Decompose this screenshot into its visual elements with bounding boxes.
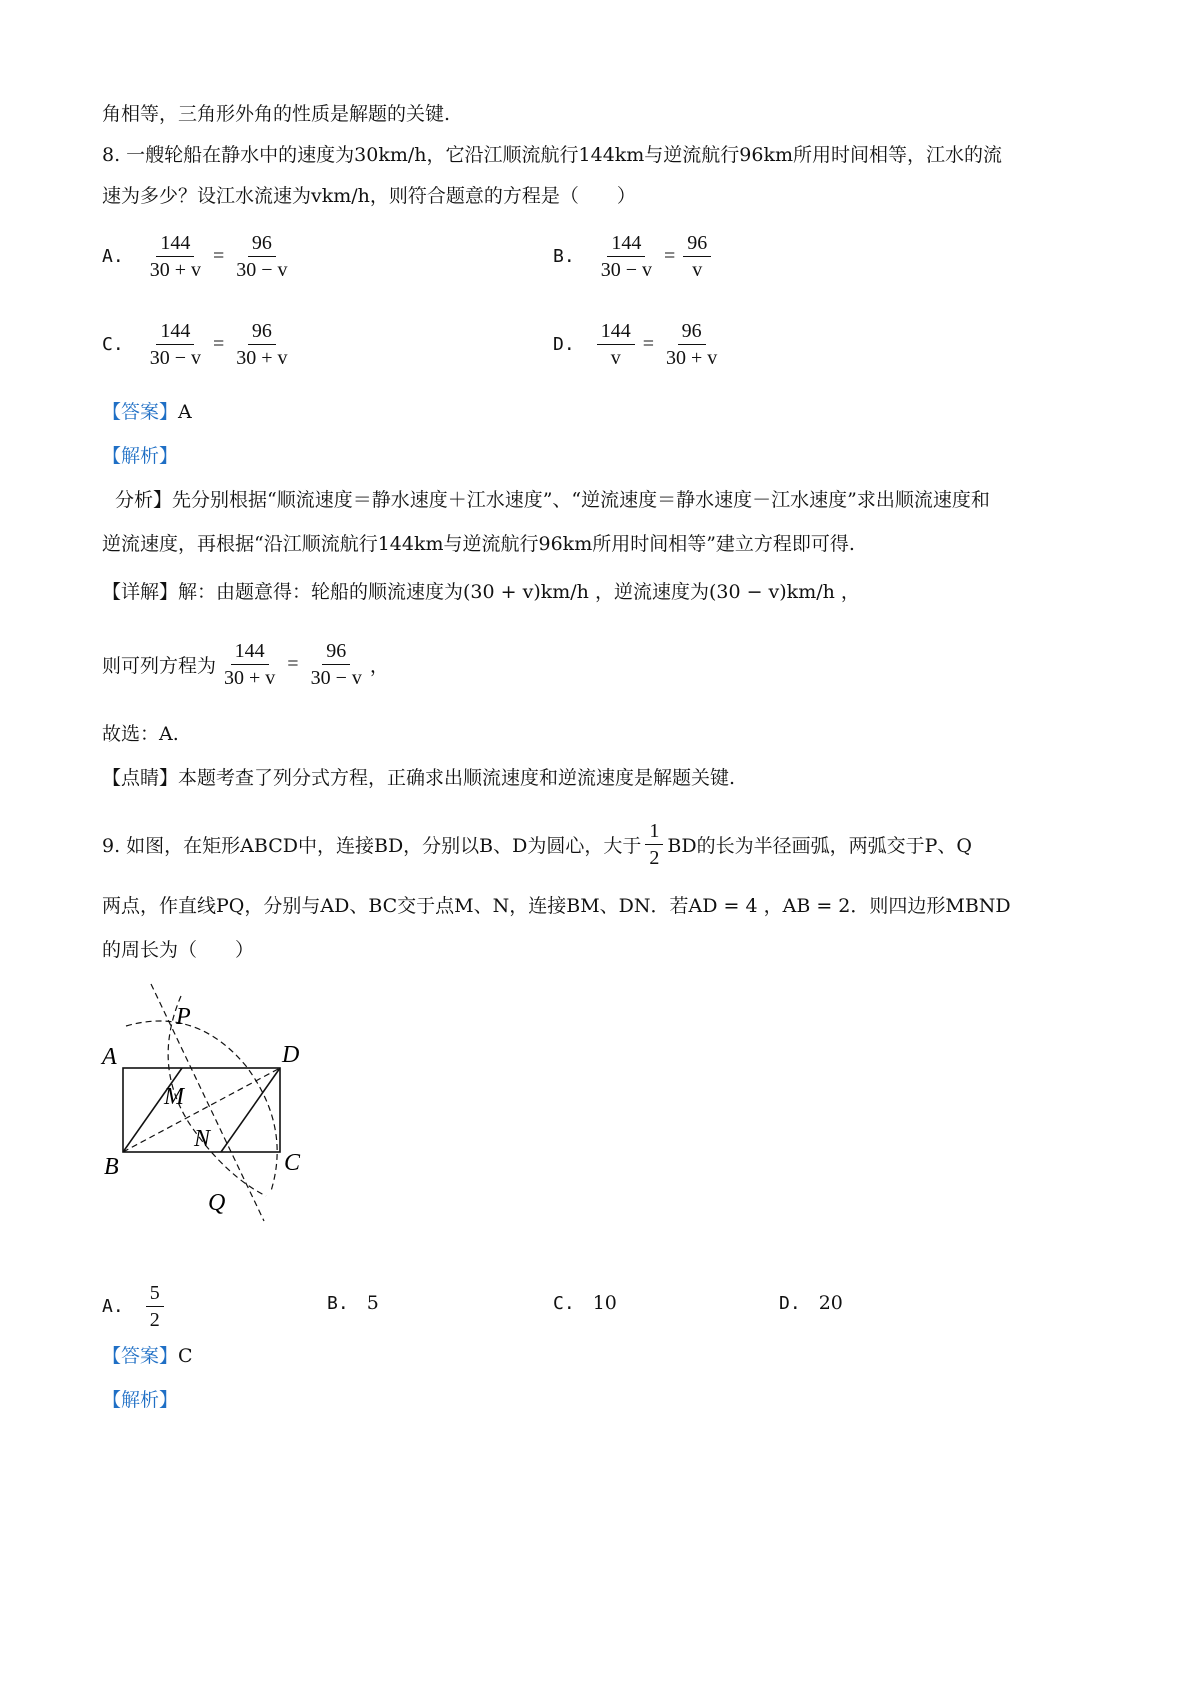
fraction bbox=[146, 318, 205, 371]
q8-detail: 【详解】解：由题意得：轮船的顺流速度为(30 + v)km/h ，逆流速度为(30 − v)km/h ， bbox=[102, 581, 860, 603]
fraction bbox=[662, 318, 721, 371]
option-label: B. bbox=[553, 246, 575, 267]
equals-sign: = bbox=[642, 333, 654, 355]
option-label: A. bbox=[102, 1296, 124, 1317]
fraction-half bbox=[645, 818, 663, 871]
option-label: D. bbox=[553, 334, 575, 355]
segment-dn bbox=[221, 1068, 280, 1152]
q9-analysis-tag: 【解析】 bbox=[102, 1389, 179, 1411]
equals-sign: = bbox=[212, 333, 225, 355]
q8-choose: 故选：A. bbox=[102, 723, 179, 745]
label-c: C bbox=[284, 1150, 301, 1176]
numerator: 96 bbox=[248, 318, 276, 345]
q8-analysis-line2: 逆流速度，再根据“沿江顺流航行144km与逆流航行96km所用时间相等”建立方程即可得. bbox=[102, 533, 855, 555]
q8-option-d bbox=[553, 318, 725, 371]
numerator: 144 bbox=[231, 638, 269, 665]
denominator: 30 − v bbox=[310, 667, 362, 689]
stem-text: BD的长为半径画弧，两弧交于P、Q bbox=[667, 835, 972, 857]
numerator: 5 bbox=[146, 1280, 164, 1307]
fraction bbox=[683, 230, 711, 283]
numerator: 96 bbox=[678, 318, 706, 345]
stem-text: 9. 如图，在矩形ABCD中，连接BD，分别以B、D为圆心，大于 bbox=[102, 835, 642, 857]
fraction bbox=[146, 230, 205, 283]
arc-from-b bbox=[126, 1021, 277, 1191]
q8-stem-line2: 速为多少？设江水流速为vkm/h，则符合题意的方程是（ ） bbox=[102, 185, 636, 207]
q9-option-c bbox=[553, 1292, 617, 1314]
q9-stem-line2: 两点，作直线PQ，分别与AD、BC交于点M、N，连接BM、DN．若AD = 4 ，AB = 2．则四边形MBND bbox=[102, 895, 1011, 917]
q8-option-c bbox=[102, 318, 296, 371]
numerator: 144 bbox=[607, 230, 645, 257]
option-label: C. bbox=[102, 334, 124, 355]
q8-equation bbox=[102, 638, 389, 691]
answer-tag: 【答案】 bbox=[102, 1345, 179, 1367]
denominator: v bbox=[692, 259, 703, 281]
carryover-text: 角相等，三角形外角的性质是解题的关键. bbox=[102, 103, 451, 125]
q8-stem-line1: 8. 一艘轮船在静水中的速度为30km/h，它沿江顺流航行144km与逆流航行96km所用时间相等，江水的流 bbox=[102, 144, 1003, 166]
denominator: 30 + v bbox=[149, 259, 201, 281]
fraction bbox=[232, 318, 291, 371]
option-label: B. bbox=[327, 1292, 349, 1314]
q9-answer bbox=[102, 1342, 193, 1370]
equation-prefix: 则可列方程为 bbox=[102, 655, 217, 677]
numerator: 144 bbox=[597, 318, 635, 345]
fraction bbox=[146, 1280, 164, 1333]
answer-value: C bbox=[178, 1345, 193, 1367]
numerator: 144 bbox=[156, 318, 194, 345]
q8-option-b bbox=[553, 230, 715, 283]
numerator: 144 bbox=[156, 230, 194, 257]
label-d: D bbox=[282, 1042, 300, 1068]
option-value: 20 bbox=[818, 1292, 843, 1314]
option-value: 5 bbox=[366, 1292, 379, 1314]
denominator: 30 + v bbox=[224, 667, 276, 689]
label-a: A bbox=[102, 1044, 117, 1070]
q8-answer bbox=[102, 398, 192, 426]
rectangle-figure bbox=[96, 976, 336, 1236]
numerator: 96 bbox=[248, 230, 276, 257]
denominator: 30 + v bbox=[665, 347, 718, 369]
label-p: P bbox=[176, 1004, 191, 1030]
q8-comment: 【点睛】本题考查了列分式方程，正确求出顺流速度和逆流速度是解题关键. bbox=[102, 767, 736, 789]
equation-suffix: ， bbox=[369, 655, 389, 677]
equals-sign: = bbox=[212, 245, 225, 267]
numerator: 1 bbox=[645, 818, 663, 845]
denominator: v bbox=[610, 347, 621, 369]
fraction bbox=[307, 638, 366, 691]
answer-value: A bbox=[178, 401, 192, 423]
denominator: 30 − v bbox=[600, 259, 652, 281]
denominator: 2 bbox=[649, 847, 660, 869]
q9-stem-line3: 的周长为（ ） bbox=[102, 939, 255, 961]
fraction bbox=[597, 230, 656, 283]
label-b: B bbox=[104, 1154, 119, 1180]
label-q: Q bbox=[208, 1190, 226, 1216]
q8-analysis-tag: 【解析】 bbox=[102, 445, 179, 467]
option-value: 10 bbox=[592, 1292, 617, 1314]
option-label: A. bbox=[102, 246, 124, 267]
q9-option-b bbox=[327, 1292, 379, 1314]
denominator: 30 − v bbox=[149, 347, 201, 369]
numerator: 96 bbox=[683, 230, 711, 257]
option-label: C. bbox=[553, 1292, 575, 1314]
q9-stem-line1 bbox=[102, 818, 972, 871]
label-m: M bbox=[164, 1084, 184, 1110]
fraction bbox=[597, 318, 635, 371]
label-n: N bbox=[194, 1126, 211, 1152]
fraction bbox=[232, 230, 291, 283]
q8-option-a bbox=[102, 230, 296, 283]
equals-sign: = bbox=[287, 653, 299, 675]
answer-tag: 【答案】 bbox=[102, 401, 179, 423]
option-label: D. bbox=[779, 1292, 801, 1314]
segment-bm bbox=[123, 1068, 182, 1152]
q8-analysis-line1: 分析】先分别根据“顺流速度＝静水速度＋江水速度”、“逆流速度＝静水速度－江水速度”求出顺流速度和 bbox=[115, 489, 990, 511]
denominator: 2 bbox=[149, 1309, 160, 1331]
denominator: 30 − v bbox=[236, 259, 288, 281]
equals-sign: = bbox=[663, 245, 676, 267]
numerator: 96 bbox=[322, 638, 350, 665]
q9-option-a bbox=[102, 1280, 168, 1333]
denominator: 30 + v bbox=[236, 347, 288, 369]
fraction bbox=[220, 638, 279, 691]
q9-option-d bbox=[779, 1292, 843, 1314]
